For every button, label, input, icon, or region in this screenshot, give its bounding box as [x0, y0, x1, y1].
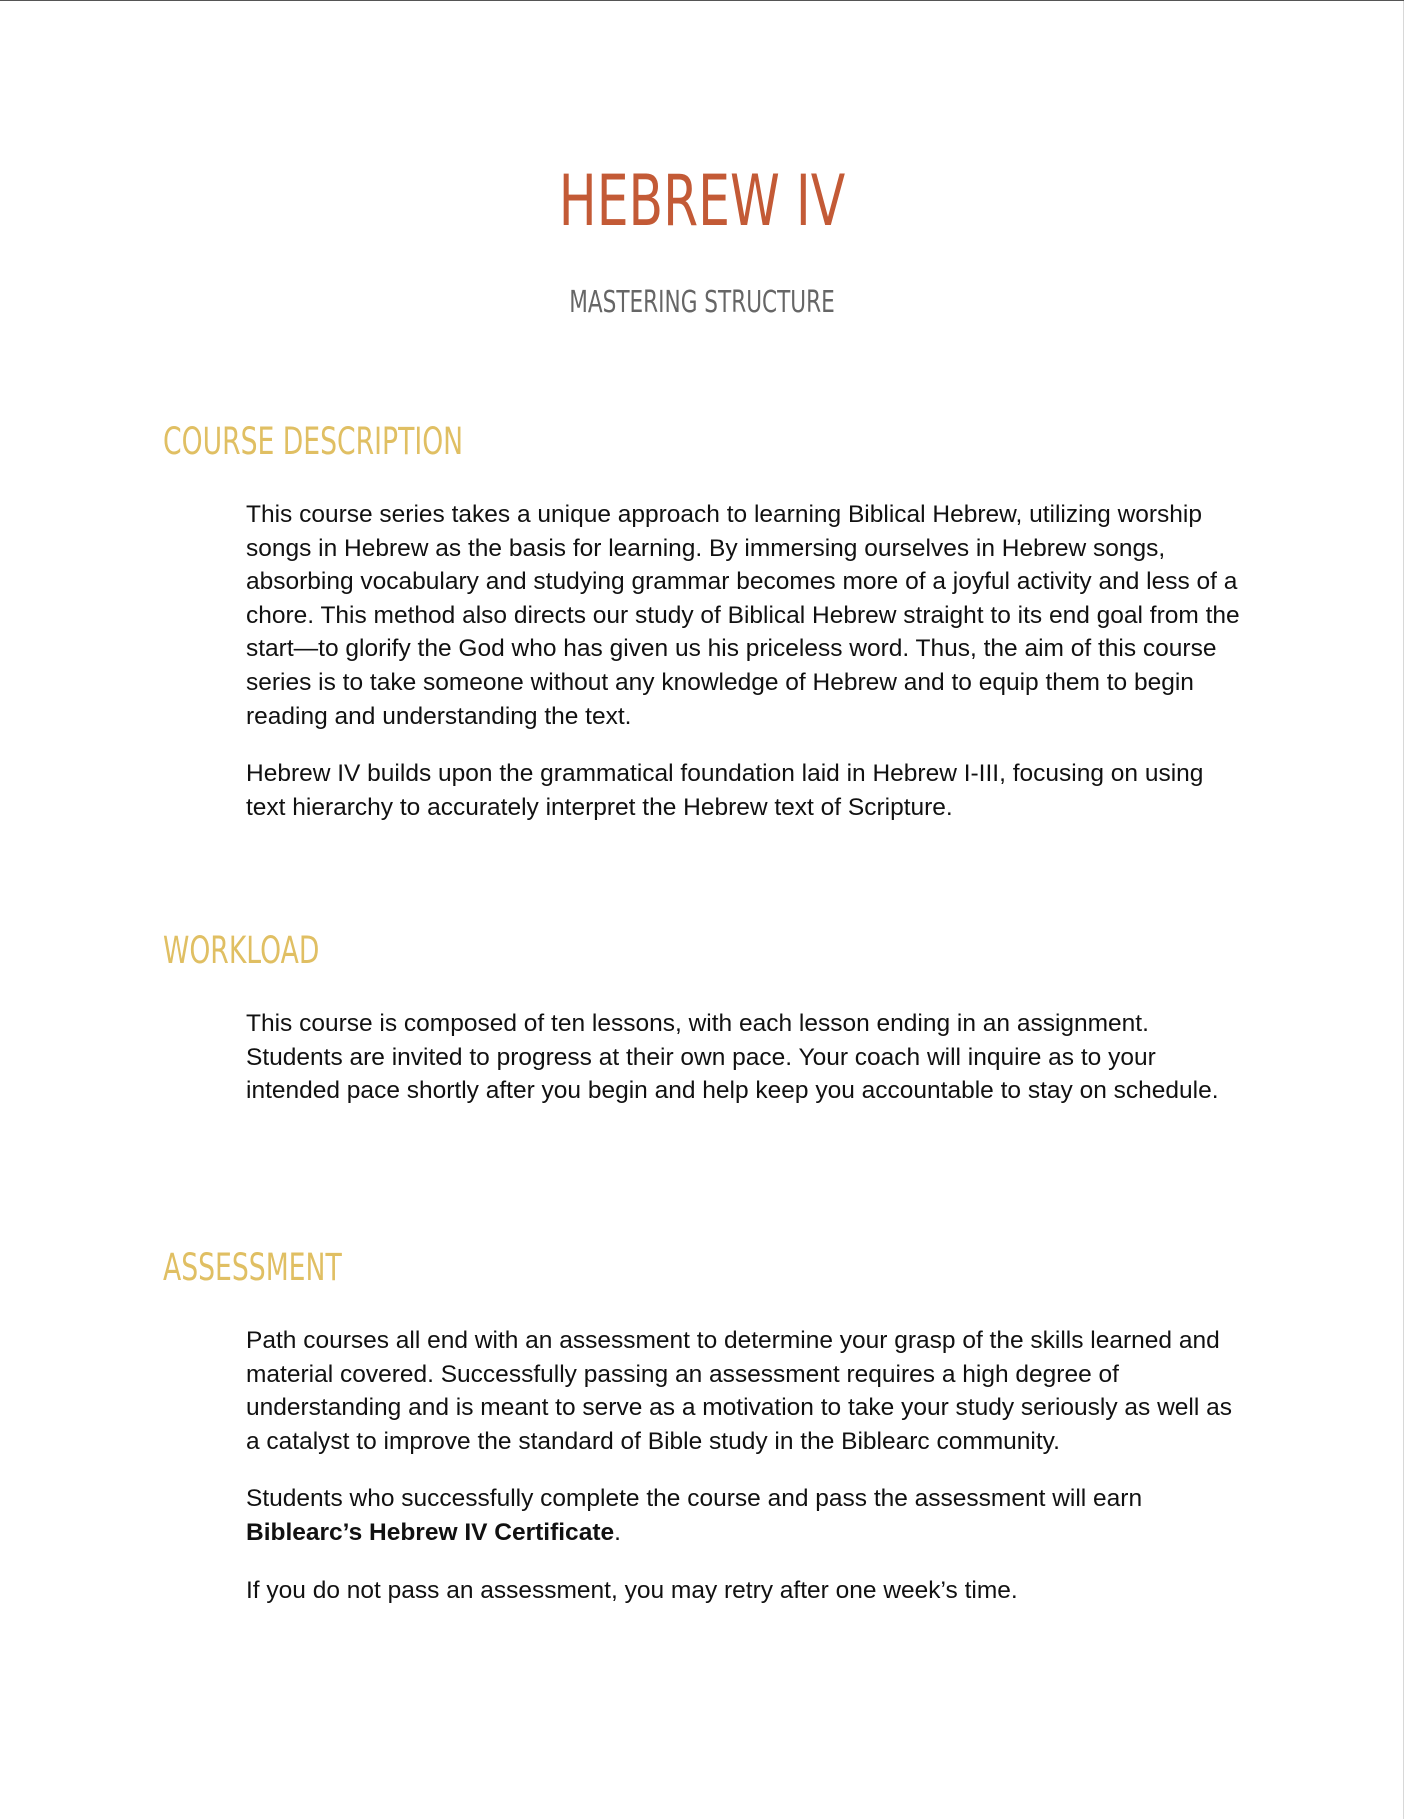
assessment-heading: ASSESSMENT — [163, 1246, 342, 1289]
assessment-paragraph-2 — [246, 1482, 1246, 1549]
assessment-paragraph-2-end: . — [614, 1518, 621, 1546]
workload-paragraph-1: This course is composed of ten lessons, with each lesson ending in an assignment. Students are invited to progress at their own pace. Your coach will inquire as to your intended pace shortly after you begin and help keep you accountable to stay on schedule. — [246, 1010, 1219, 1105]
workload-body — [246, 1007, 1246, 1108]
course-description-paragraph-1: This course series takes a unique approach to learning Biblical Hebrew, utilizing worship songs in Hebrew as the basis for learning. By immersing ourselves in Hebrew songs, absorbing vocabulary and studying grammar becomes more of a joyful activity and less of a chore. This method also directs our study of Biblical Hebrew straight to its end goal from the start—to glorify the God who has given us his priceless word. Thus, the aim of this course series is to take someone without any knowledge of Hebrew and to equip them to begin reading and understanding the text. — [246, 501, 1240, 730]
assessment-body — [246, 1324, 1246, 1607]
course-description-heading: COURSE DESCRIPTION — [163, 420, 464, 463]
assessment-paragraph-3: If you do not pass an assessment, you may retry after one week’s time. — [246, 1576, 1018, 1604]
course-description-paragraph-2: Hebrew IV builds upon the grammatical foundation laid in Hebrew I-III, focusing on using text hierarchy to accurately interpret the Hebrew text of Scripture. — [246, 760, 1204, 821]
page-subtitle: MASTERING STRUCTURE — [569, 285, 835, 320]
assessment-paragraph-1: Path courses all end with an assessment to determine your grasp of the skills learned and material covered. Successfully passing an assessment requires a high degree of understanding and is meant to serve as a motivation to take your study seriously as well as a catalyst to improve the standard of Bible study in the Biblearc community. — [246, 1327, 1232, 1455]
workload-heading: WORKLOAD — [163, 929, 320, 972]
course-description-body — [246, 498, 1246, 824]
certificate-name: Biblearc’s Hebrew IV Certificate — [246, 1518, 615, 1546]
assessment-paragraph-2-text: Students who successfully complete the course and pass the assessment will earn — [246, 1485, 1143, 1513]
page-title: HEBREW IV — [558, 160, 846, 242]
